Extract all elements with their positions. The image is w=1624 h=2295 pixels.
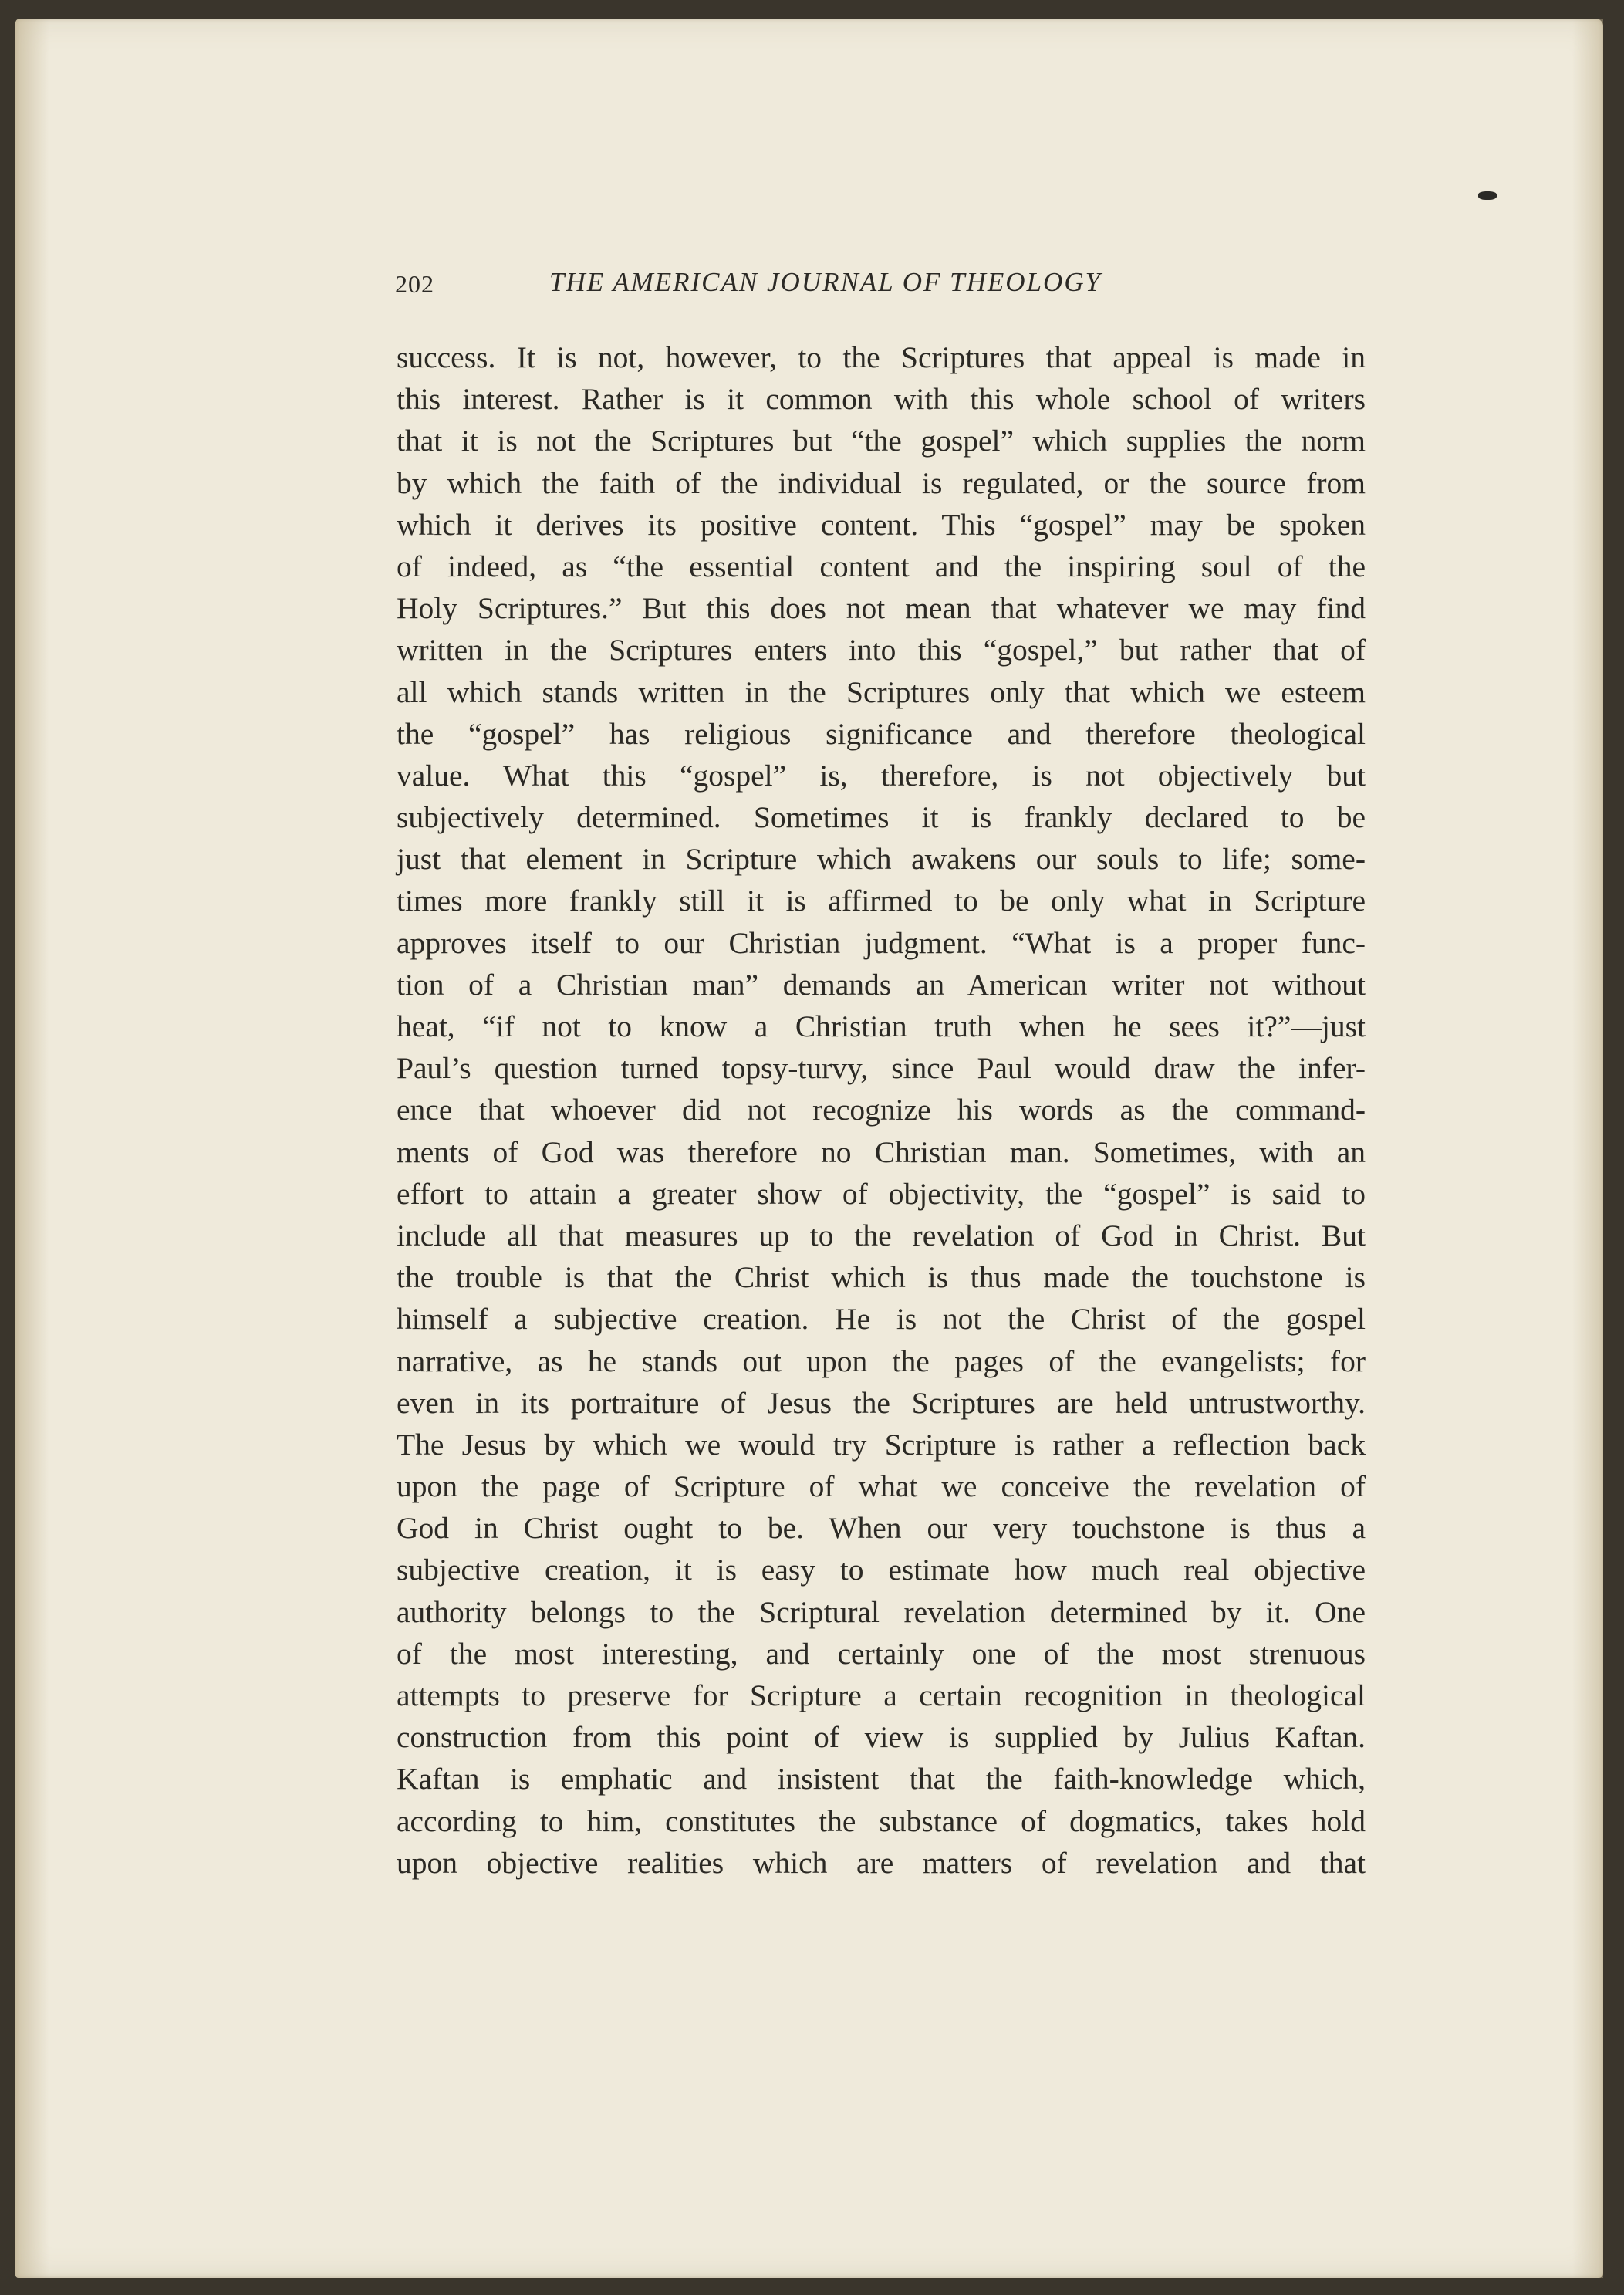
text-line: include all that measures up to the revelation of God in Christ. But <box>397 1218 1366 1252</box>
text-line: times more frankly still it is affirmed to be only what in Scripture <box>397 884 1366 918</box>
text-line: the trouble is that the Christ which is thus made the touchstone is <box>397 1260 1366 1295</box>
text-line: construction from this point of view is supplied by Julius Kaftan. <box>397 1720 1366 1755</box>
text-line: God in Christ ought to be. When our very touchstone is thus a <box>397 1511 1366 1546</box>
text-line: tion of a Christian man” demands an American writer not without <box>397 967 1366 1002</box>
paper-edge-right <box>1572 19 1603 2278</box>
text-line: Holy Scriptures.” But this does not mean that whatever we may find <box>397 591 1366 626</box>
text-line: which it derives its positive content. This “gospel” may be spoken <box>397 507 1366 542</box>
text-line: himself a subjective creation. He is not the Christ of the gospel <box>397 1302 1366 1337</box>
text-line: narrative, as he stands out upon the pages of the evangelists; for <box>397 1344 1366 1378</box>
text-line: subjectively determined. Sometimes it is frankly declared to be <box>397 800 1366 835</box>
text-line: Paul’s question turned topsy-turvy, since Paul would draw the infer- <box>397 1051 1366 1086</box>
text-line: subjective creation, it is easy to estimate how much real objective <box>397 1553 1366 1587</box>
text-line: of the most interesting, and certainly one of the most strenuous <box>397 1636 1366 1671</box>
text-line: just that element in Scripture which awakens our souls to life; some- <box>397 842 1366 877</box>
page-number: 202 <box>395 270 434 298</box>
text-line: The Jesus by which we would try Scripture is rather a reflection back <box>397 1427 1366 1462</box>
text-line: success. It is not, however, to the Scriptures that appeal is made in <box>397 340 1366 374</box>
text-line: the “gospel” has religious significance and therefore theological <box>397 716 1366 751</box>
text-line: by which the faith of the individual is regulated, or the source from <box>397 465 1366 500</box>
text-line: upon the page of Scripture of what we conceive the revelation of <box>397 1469 1366 1504</box>
text-line: effort to attain a greater show of objectivity, the “gospel” is said to <box>397 1176 1366 1211</box>
text-line: this interest. Rather is it common with this whole school of writers <box>397 382 1366 417</box>
text-line: value. What this “gospel” is, therefore, is not objectively but <box>397 758 1366 793</box>
text-line: of indeed, as “the essential content and the inspiring soul of the <box>397 549 1366 583</box>
ink-speck <box>1478 191 1497 200</box>
text-line: ence that whoever did not recognize his words as the command- <box>397 1093 1366 1127</box>
text-line: according to him, constitutes the substance of dogmatics, takes hold <box>397 1803 1366 1838</box>
text-line: that it is not the Scriptures but “the gospel” which supplies the norm <box>397 424 1366 458</box>
paper-edge-left <box>15 19 49 2278</box>
text-line: heat, “if not to know a Christian truth when he sees it?”—just <box>397 1009 1366 1043</box>
page-header <box>395 267 1367 307</box>
text-line: all which stands written in the Scriptures only that which we esteem <box>397 674 1366 709</box>
text-line: written in the Scriptures enters into this “gospel,” but rather that of <box>397 633 1366 668</box>
text-line: even in its portraiture of Jesus the Scriptures are held untrustworthy. <box>397 1385 1366 1420</box>
text-line: upon objective realities which are matters of revelation and that <box>397 1845 1366 1880</box>
body-text <box>397 336 1366 1884</box>
text-line: approves itself to our Christian judgment. “What is a proper func- <box>397 925 1366 960</box>
running-head: THE AMERICAN JOURNAL OF THEOLOGY <box>549 267 1102 297</box>
text-line: ments of God was therefore no Christian man. Sometimes, with an <box>397 1134 1366 1169</box>
text-line: attempts to preserve for Scripture a certain recognition in theological <box>397 1678 1366 1712</box>
text-line: Kaftan is emphatic and insistent that the faith-knowledge which, <box>397 1762 1366 1796</box>
text-line: authority belongs to the Scriptural revelation determined by it. One <box>397 1594 1366 1629</box>
